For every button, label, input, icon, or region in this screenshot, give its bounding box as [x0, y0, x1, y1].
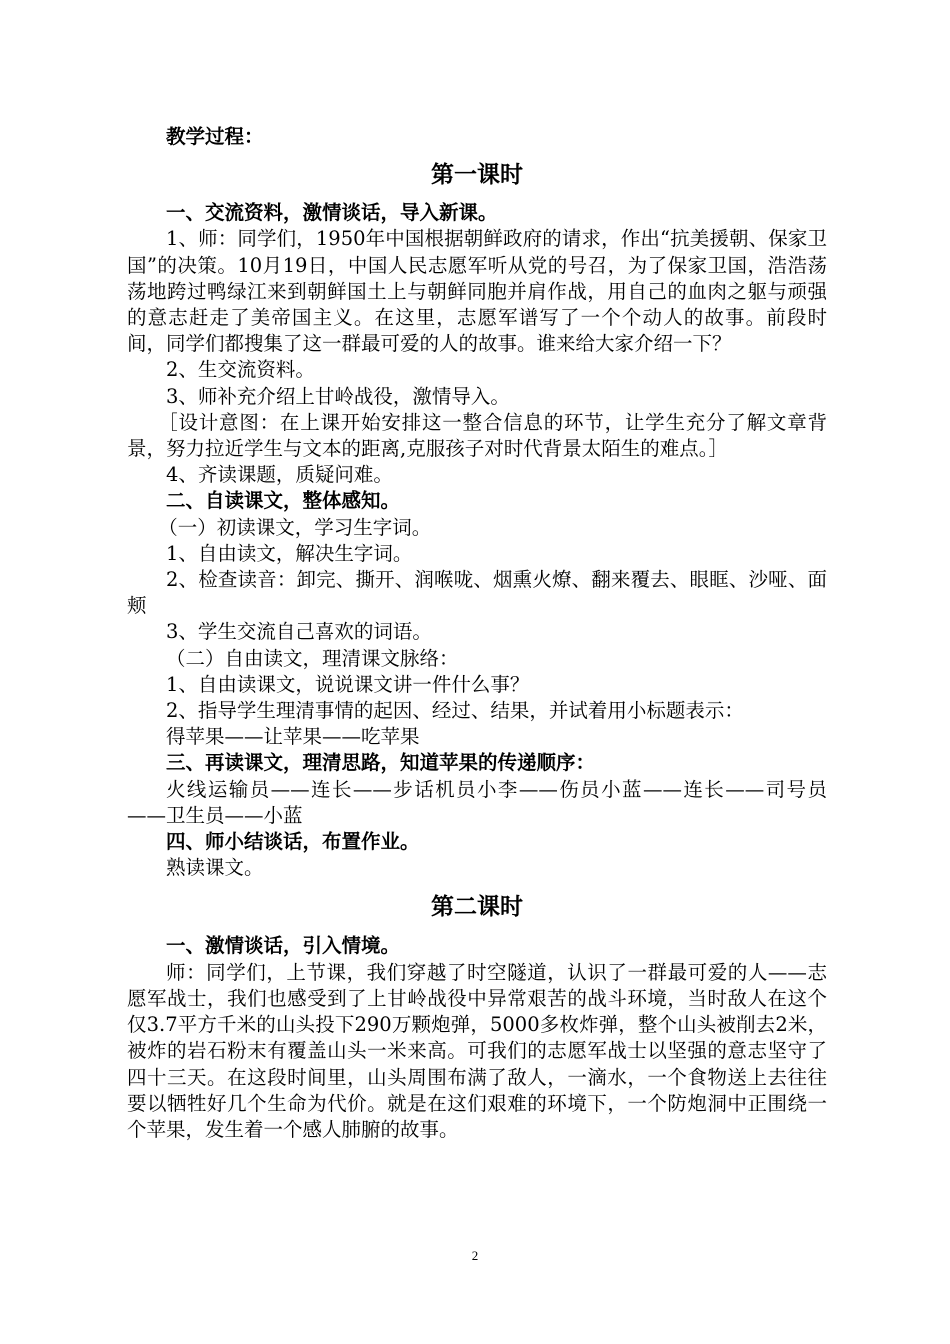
page-content [127, 124, 827, 1143]
body-paragraph: 2、生交流资料。 [166, 358, 315, 382]
body-paragraph: （二）自由读文，理清课文脉络： [166, 646, 459, 670]
body-paragraph: 1、自由读课文，说说课文讲一件什么事？ [166, 672, 530, 696]
body-paragraph: （一）初读课文，学习生字词。 [158, 515, 432, 539]
section-subheading: 二、自读课文，整体感知。 [166, 489, 401, 513]
section-subheading: 三、再读课文，理清思路，知道苹果的传递顺序： [166, 751, 596, 775]
body-paragraph: 3、师补充介绍上甘岭战役，激情导入。 [166, 384, 510, 408]
lesson-two-title: 第二课时 [431, 893, 523, 921]
body-paragraph: 火线运输员——连长——步话机员小李——伤员小蓝——连长——司号员——卫生员——小蓝 [127, 777, 827, 827]
lesson-two-body [127, 933, 827, 1143]
section-subheading: 四、师小结谈话，布置作业。 [166, 830, 420, 854]
page-number: 2 [471, 1248, 479, 1263]
section-subheading: 一、激情谈话，引入情境。 [166, 934, 401, 958]
body-paragraph: ［设计意图：在上课开始安排这一整合信息的环节，让学生充分了解文章背景，努力拉近学生与文本的距离,克服孩子对时代背景太陌生的难点。］ [127, 410, 827, 461]
lesson-one-title: 第一课时 [431, 161, 523, 189]
lesson-one-body [127, 200, 827, 881]
body-paragraph: 师：同学们，上节课，我们穿越了时空隧道，认识了一群最可爱的人——志愿军战士，我们也感受到了上甘岭战役中异常艰苦的战斗环境，当时敌人在这个仅3.7平方千米的山头投下290万颗炮弹，5000多枚炸弹，整个山头被削去2米，被炸的岩石粉末有覆盖山头一米来高。可我们的志愿军战士以坚强的意志坚守了四十三天。在这段时间里，山头周围布满了敌人，一滴水，一个食物送上去往往要以牺牲好几个生命为代价。就是在这们艰难的环境下，一个防炮洞中正围绕一个苹果，发生着一个感人肺腑的故事。 [127, 960, 827, 1141]
body-paragraph: 1、师：同学们，1950年中国根据朝鲜政府的请求，作出“抗美援朝、保家卫国”的决策。10月19日，中国人民志愿军听从党的号召，为了保家卫国，浩浩荡荡地跨过鸭绿江来到朝鲜国土上与朝鲜同胞并肩作战，用自己的血肉之躯与顽强的意志赶走了美帝国主义。在这里，志愿军谱写了一个个动人的故事。前段时间，同学们都搜集了这一群最可爱的人的故事。谁来给大家介绍一下？ [127, 227, 827, 356]
section-subheading: 一、交流资料，激情谈话，导入新课。 [166, 201, 498, 225]
body-paragraph: 4、齐读课题，质疑问难。 [166, 463, 393, 487]
body-paragraph: 3、学生交流自己喜欢的词语。 [166, 620, 432, 644]
body-paragraph: 2、指导学生理清事情的起因、经过、结果，并试着用小标题表示： [166, 699, 744, 723]
body-paragraph: 熟读课文。 [166, 856, 264, 880]
body-paragraph: 1、自由读文，解决生字词。 [166, 541, 413, 565]
body-paragraph: 2、检查读音：卸完、撕开、润喉咙、烟熏火燎、翻来覆去、眼眶、沙哑、面颊 [127, 568, 827, 618]
body-paragraph: 得苹果——让苹果——吃苹果 [166, 725, 420, 749]
section-heading: 教学过程： [166, 125, 264, 148]
